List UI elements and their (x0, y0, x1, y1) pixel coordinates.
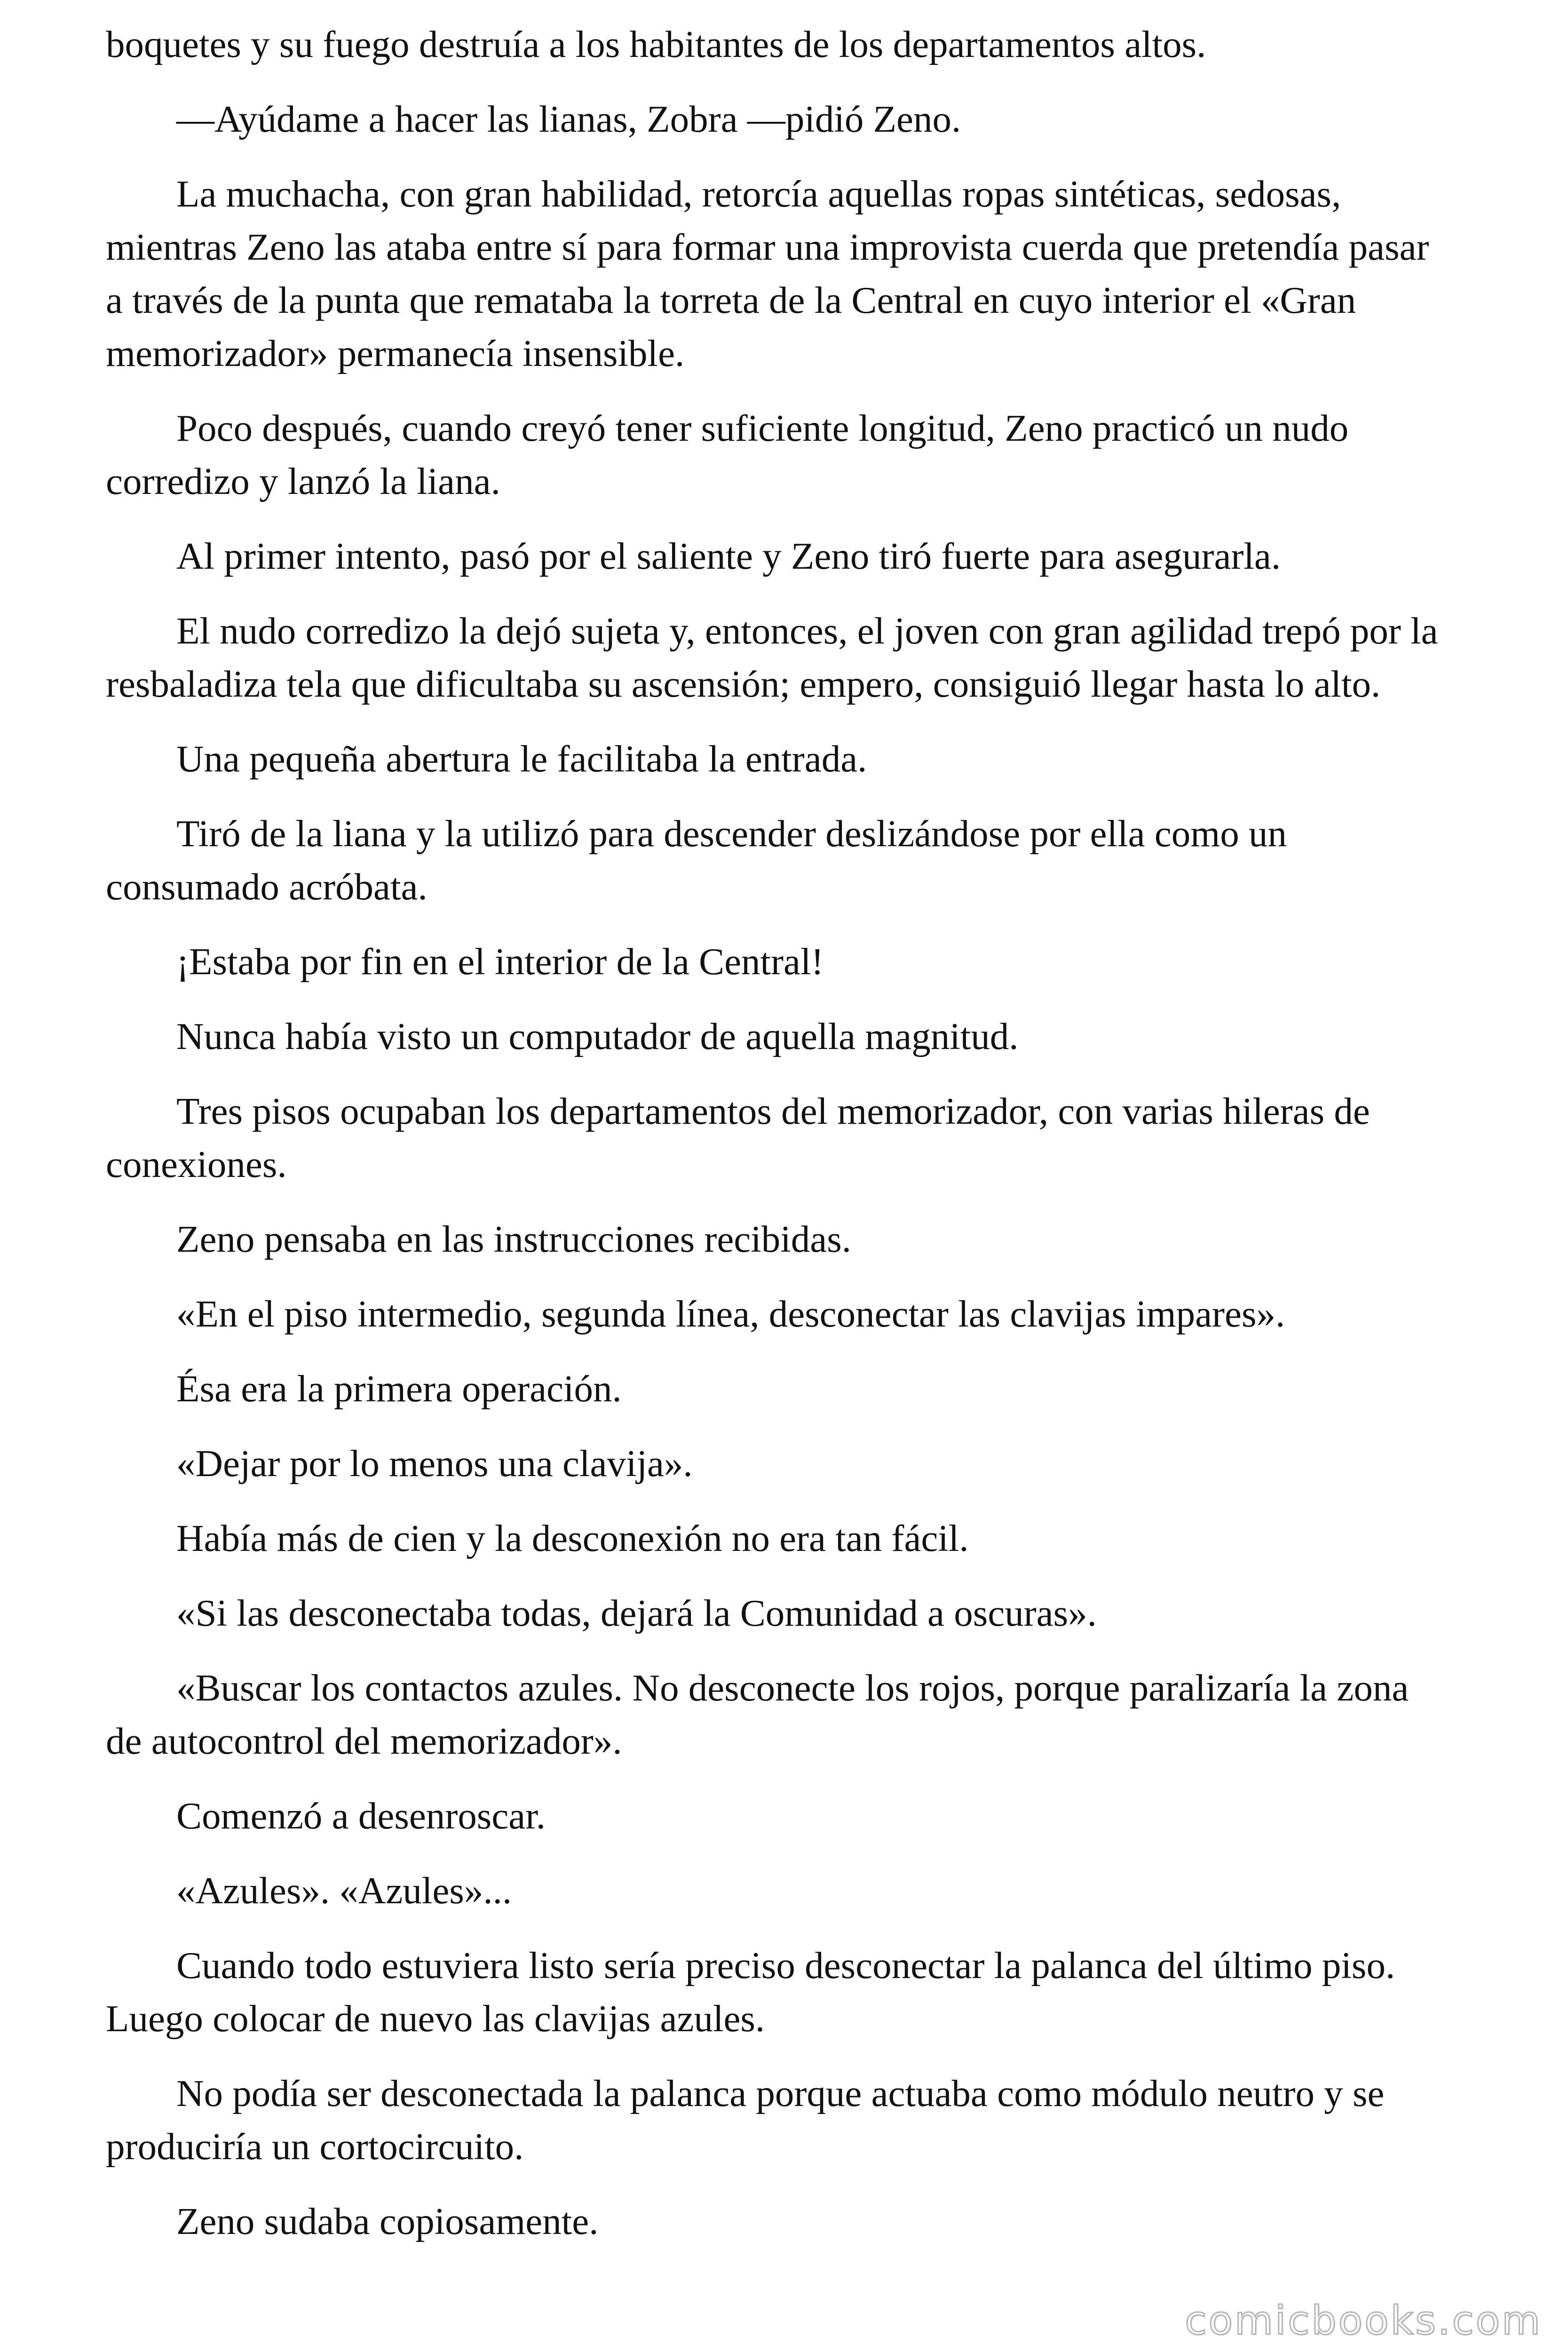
paragraph-20: «Azules». «Azules»... (176, 1869, 512, 1912)
paragraph-19: Comenzó a desenroscar. (176, 1795, 546, 1837)
paragraph-17: «Si las desconectaba todas, dejará la Comunidad a oscuras». (176, 1592, 1097, 1634)
paragraph-10: Nunca había visto un computador de aquella magnitud. (176, 1015, 1019, 1057)
paragraph-16: Había más de cien y la desconexión no era tan fácil. (176, 1517, 969, 1559)
paragraph-4: Poco después, cuando creyó tener suficiente longitud, Zeno practicó un nudo corredizo y lanzó la liana. (106, 407, 1349, 502)
paragraph-12: Zeno pensaba en las instrucciones recibidas. (176, 1218, 851, 1260)
paragraph-2: —Ayúdame a hacer las lianas, Zobra —pidió Zeno. (176, 98, 961, 140)
paragraph-11: Tres pisos ocupaban los departamentos del memorizador, con varias hileras de conexiones. (106, 1090, 1370, 1185)
paragraph-21: Cuando todo estuviera listo sería preciso desconectar la palanca del último piso. Luego colocar de nuevo las clavijas azules. (106, 1944, 1395, 2040)
paragraph-7: Una pequeña abertura le facilitaba la entrada. (176, 738, 867, 780)
book-page (106, 18, 1444, 2270)
site-watermark: comicbooks.com (1185, 2297, 1542, 2344)
paragraph-6: El nudo corredizo la dejó sujeta y, entonces, el joven con gran agilidad trepó por la resbaladiza tela que dificultaba su ascensión; empero, consiguió llegar hasta lo alto. (106, 610, 1438, 705)
paragraph-13: «En el piso intermedio, segunda línea, desconectar las clavijas impares». (176, 1293, 1285, 1335)
paragraph-22: No podía ser desconectada la palanca porque actuaba como módulo neutro y se produciría un cortocircuito. (106, 2072, 1385, 2168)
paragraph-9: ¡Estaba por fin en el interior de la Central! (176, 940, 824, 983)
paragraph-14: Ésa era la primera operación. (176, 1367, 622, 1410)
paragraph-15: «Dejar por lo menos una clavija». (176, 1442, 693, 1485)
paragraph-3: La muchacha, con gran habilidad, retorcía aquellas ropas sintéticas, sedosas, mientras Zeno las ataba entre sí para formar una improvista cuerda que pretendía pasar a través de la punta que remataba la torreta de la Central en cuyo interior el «Gran memorizador» permanecía insensible. (106, 173, 1429, 374)
paragraph-5: Al primer intento, pasó por el saliente y Zeno tiró fuerte para asegurarla. (176, 535, 1281, 577)
paragraph-8: Tiró de la liana y la utilizó para descender deslizándose por ella como un consumado acróbata. (106, 812, 1287, 908)
paragraph-1: boquetes y su fuego destruía a los habitantes de los departamentos altos. (106, 23, 1206, 65)
paragraph-18: «Buscar los contactos azules. No desconecte los rojos, porque paralizaría la zona de autocontrol del memorizador». (106, 1667, 1409, 1762)
paragraph-23: Zeno sudaba copiosamente. (176, 2200, 599, 2242)
